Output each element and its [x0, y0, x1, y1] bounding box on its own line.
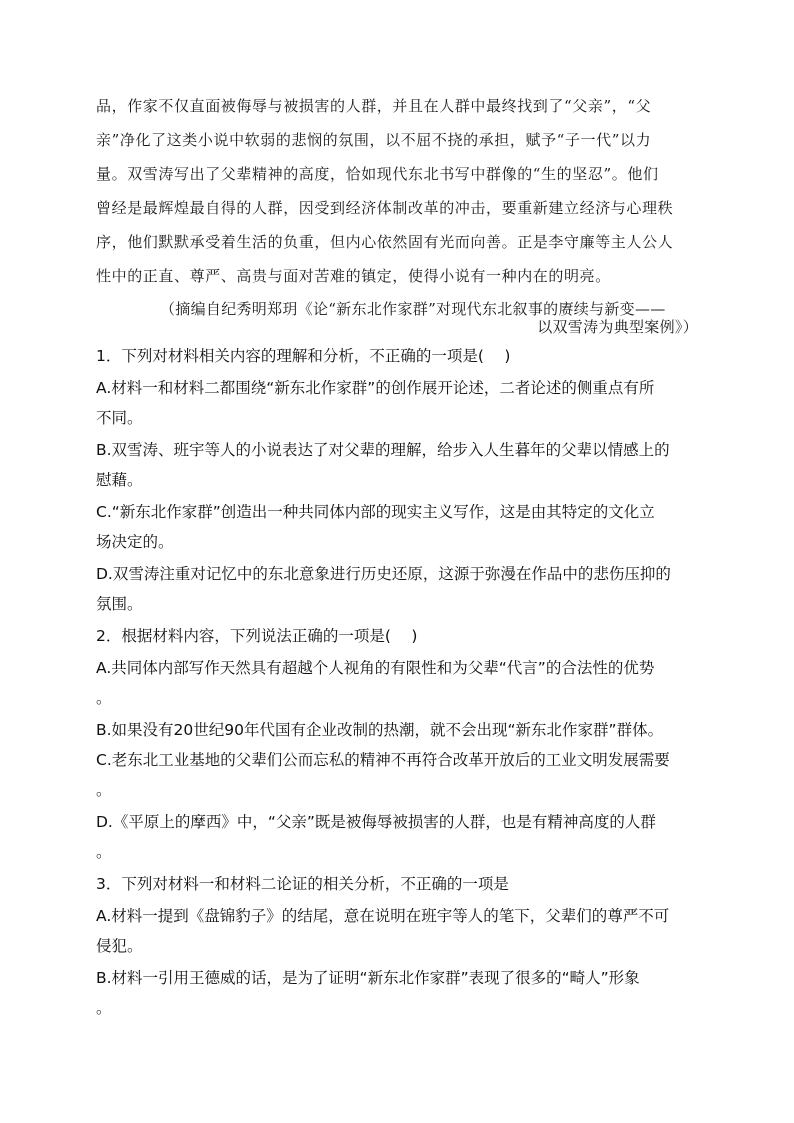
answer-option: B.材料一引用王德威的话，是为了证明“新东北作家群”表现了很多的“畸人”形象 [96, 969, 640, 987]
passage-line: 品，作家不仅直面被侮辱与被损害的人群，并且在人群中最终找到了“父亲”，“父 [96, 97, 652, 115]
answer-option: 慰藉。 [96, 471, 143, 489]
answer-option: 场决定的。 [96, 533, 174, 551]
answer-option: 氛围。 [96, 595, 143, 613]
answer-option: D.《平原上的摩西》中，“父亲”既是被侮辱被损害的人群，也是有精神高度的人群 [96, 813, 656, 831]
answer-option: B.如果没有20世纪90年代国有企业改制的热潮，就不会出现“新东北作家群”群体。 [96, 721, 664, 739]
answer-option: C.老东北工业基地的父辈们公而忘私的精神不再符合改革开放后的工业文明发展需要 [96, 751, 670, 769]
passage-line: 曾经是最辉煌最自得的人群，因受到经济体制改革的冲击，要重新建立经济与心理秩 [96, 199, 674, 217]
citation-line: （摘编自纪秀明郑玥《论“新东北作家群”对现代东北叙事的赓续与新变—— [160, 300, 666, 318]
question-stem: 2．根据材料内容，下列说法正确的一项是( ) [96, 627, 418, 645]
answer-option: B.双雪涛、班宇等人的小说表达了对父辈的理解，给步入人生暮年的父辈以情感上的 [96, 441, 670, 459]
answer-option: D.双雪涛注重对记忆中的东北意象进行历史还原，这源于弥漫在作品中的悲伤压抑的 [96, 565, 671, 583]
passage-line: 亲”净化了这类小说中软弱的悲悯的氛围，以不屈不挠的承担，赋予“子一代”以力 [96, 131, 652, 149]
question-stem: 1．下列对材料相关内容的理解和分析，不正确的一项是( ) [96, 347, 511, 365]
passage-line: 量。双雪涛写出了父辈精神的高度，恰如现代东北书写中群像的“生的坚忍”。他们 [96, 165, 659, 183]
answer-option: A.材料一和材料二都围绕“新东北作家群”的创作展开论述，二者论述的侧重点有所 [96, 379, 655, 397]
question-stem: 3．下列对材料一和材料二论证的相关分析，不正确的一项是 [96, 875, 509, 893]
answer-option: 。 [96, 999, 112, 1017]
answer-option: 不同。 [96, 409, 143, 427]
answer-option: A.共同体内部写作天然具有超越个人视角的有限性和为父辈“代言”的合法性的优势 [96, 659, 655, 677]
citation-line: 以双雪涛为典型案例》） [537, 318, 698, 336]
answer-option: 。 [96, 781, 112, 799]
answer-option: 。 [96, 843, 112, 861]
answer-option: A.材料一提到《盘锦豹子》的结尾，意在说明在班宇等人的笔下，父辈们的尊严不可 [96, 907, 670, 925]
passage-line: 性中的正直、尊严、高贵与面对苦难的镇定，使得小说有一种内在的明亮。 [96, 267, 611, 285]
answer-option: 。 [96, 689, 112, 707]
passage-line: 序，他们默默承受着生活的负重，但内心依然固有光而向善。正是李守廉等主人公人 [96, 233, 674, 251]
answer-option: 侵犯。 [96, 937, 143, 955]
answer-option: C.“新东北作家群”创造出一种共同体内部的现实主义写作，这是由其特定的文化立 [96, 503, 655, 521]
